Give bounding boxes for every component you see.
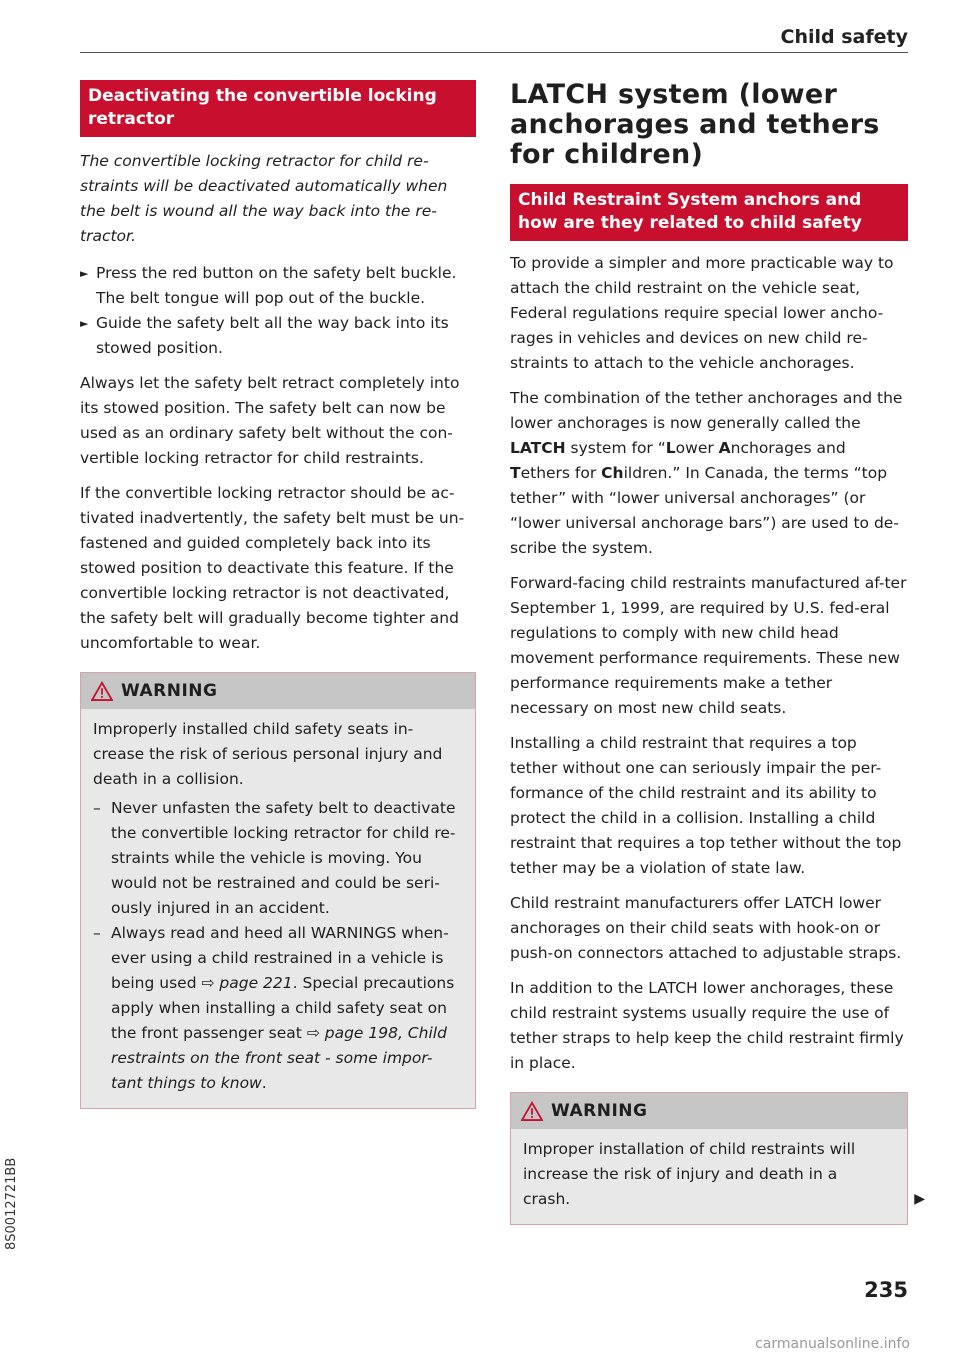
triangle-bullet-icon: ► <box>80 317 89 330</box>
section-heading-crs-anchors: Child Restraint System anchors and how are they related to child safety <box>510 184 908 241</box>
warning-list <box>93 796 463 1096</box>
body-paragraph: In addition to the LATCH lower anchorages, these child restraint systems usually require the use of tether straps to help keep the child restraint firmly in place. <box>510 979 904 1072</box>
warning-header <box>511 1093 907 1129</box>
latch-paragraph: The combination of the tether anchorages and the lower anchorages is now generally called the LATCH system for “Lower Anchorages and Tethers for Children.” In Canada, the terms “top tether” with “lower universal anchorages” (or “lower universal anchorage bars”) are used to de-scribe the system. <box>510 389 903 557</box>
section-heading-deactivating: Deactivating the convertible locking retractor <box>80 80 476 137</box>
continue-arrow-icon: ▶ <box>914 1191 925 1207</box>
warning-intro: Improperly installed child safety seats in-crease the risk of serious personal injury and death in a collision. <box>93 720 443 788</box>
warning-item: – Always read and heed all WARNINGS when-ever using a child restrained in a vehicle is being used ⇨ page 221. Special precautions apply when installing a child safety seat on the front passenger seat ⇨ page 198, Child restraints on the front seat - some impor-tant things to know. <box>93 924 455 1092</box>
warning-body <box>511 1129 925 1224</box>
document-code: 8S0012721BB <box>4 1157 19 1250</box>
right-column <box>510 79 925 1225</box>
watermark: carmanualsonline.info <box>755 1336 910 1352</box>
body-paragraph: Always let the safety belt retract completely into its stowed position. The safety belt can now be used as an ordinary safety belt without the con-vertible locking retractor for child restraints. <box>80 374 460 467</box>
warning-body <box>81 709 475 1108</box>
triangle-bullet-icon: ► <box>80 267 89 280</box>
warning-triangle-icon <box>91 681 113 701</box>
warning-title: WARNING <box>121 681 218 701</box>
warning-item: – Never unfasten the safety belt to deactivate the convertible locking retractor for child re-straints while the vehicle is moving. You would not be restrained and could be seri-ously injured in an accident. <box>93 799 456 917</box>
section-label: Child safety <box>780 26 908 48</box>
warning-text: Improper installation of child restraints will increase the risk of injury and death in a crash. <box>523 1140 856 1208</box>
page-reference-link[interactable]: ⇨ page 221 <box>201 974 293 992</box>
body-paragraph: Installing a child restraint that requires a top tether without one can seriously impair the per-formance of the child restraint and its ability to protect the child in a collision. Installing a child restraint that requires a top tether without the top tether may be a violation of state law. <box>510 734 902 877</box>
page-title: LATCH system (lower anchorages and tethers for children) <box>510 79 880 170</box>
body-paragraph: Child restraint manufacturers offer LATCH lower anchorages on their child seats with hook-on or push-on connectors attached to adjustable straps. <box>510 894 902 962</box>
body-paragraph: If the convertible locking retractor should be ac-tivated inadvertently, the safety belt must be un-fastened and guided completely back into its stowed position to deactivate this feature. If the convertible locking retractor is not deactivated, the safety belt will gradually become tighter and uncomfortable to wear. <box>80 484 465 652</box>
warning-box <box>510 1092 925 1225</box>
instruction-item: ► Press the red button on the safety belt buckle. The belt tongue will pop out of the buckle. <box>80 261 476 311</box>
intro-text: The convertible locking retractor for child re-straints will be deactivated automatically when the belt is wound all the way back into the re-tractor. <box>80 152 448 245</box>
instruction-item: ► Guide the safety belt all the way back into its stowed position. <box>80 311 476 361</box>
warning-triangle-icon <box>521 1101 543 1121</box>
page-number: 235 <box>864 1278 908 1302</box>
warning-header <box>81 673 475 709</box>
warning-title: WARNING <box>551 1101 648 1121</box>
body-paragraph: To provide a simpler and more practicable way to attach the child restraint on the vehicle seat, Federal regulations require special lower ancho-rages in vehicles and devices on new child re-straints to attach to the vehicle anchorages. <box>510 254 894 372</box>
left-column <box>80 80 476 1109</box>
instruction-list <box>80 261 476 361</box>
header-rule <box>80 52 908 53</box>
page-reference-link[interactable]: ⇨ page 198, Child restraints on the front seat - some impor-tant things to know <box>111 1024 447 1092</box>
warning-box <box>80 672 476 1109</box>
body-paragraph: Forward-facing child restraints manufactured af-ter September 1, 1999, are required by U.S. fed-eral regulations to comply with new child head movement performance requirements. These new performance requirements make a tether necessary on most new child seats. <box>510 574 907 717</box>
